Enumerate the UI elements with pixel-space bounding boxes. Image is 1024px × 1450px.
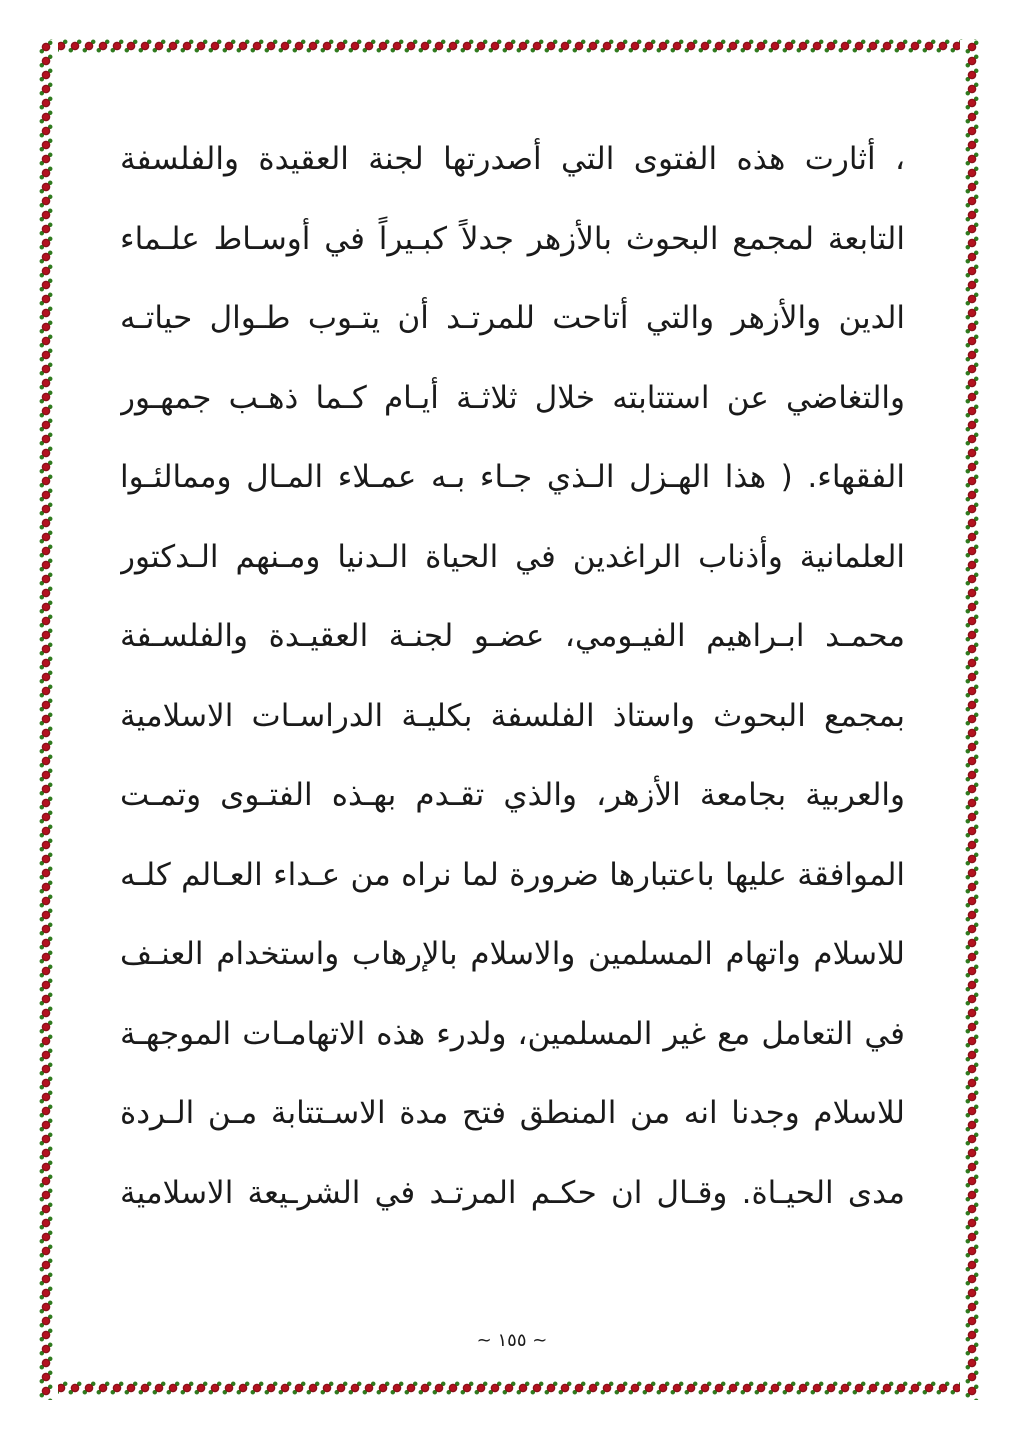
text-line: في التعامل مع غير المسلمين، ولدرء هذه الاتهامـات الموجهـة xyxy=(120,1015,905,1052)
text-line: والتغاضي عن استتابته خلال ثلاثـة أيـام كـما ذهـب جمهـور xyxy=(120,379,905,416)
text-line: الموافقة عليها باعتبارها ضرورة لما نراه من عـداء العـالم كلـه xyxy=(120,856,905,893)
text-line: العلمانية وأذناب الراغدين في الحياة الـدنيا ومـنهم الـدكتور xyxy=(120,538,905,575)
decorative-border-top xyxy=(40,34,984,58)
text-line: للاسلام وجدنا انه من المنطق فتح مدة الاسـتتابة مـن الـردة xyxy=(120,1095,905,1131)
text-line: الفقهاء. ( هذا الهـزل الـذي جـاء بـه عمـلاء المـال وممالئـوا xyxy=(120,459,905,495)
text-line: ، أثارت هذه الفتوى التي أصدرتها لجنة العقيدة والفلسفة xyxy=(120,141,905,177)
text-line: بمجمع البحوث واستاذ الفلسفة بكليـة الدراسـات الاسلامية xyxy=(120,697,905,734)
page-number: ~ ١٥٥ ~ xyxy=(476,1330,548,1351)
text-line: محمـد ابـراهيم الفيـومي، عضـو لجنـة العقيـدة والفلسـفة xyxy=(120,618,905,654)
page-body-text xyxy=(120,120,905,1233)
text-line: التابعة لمجمع البحوث بالأزهر جدلاً كبـيراً في أوسـاط علـماء xyxy=(120,220,905,257)
text-line: والعربية بجامعة الأزهر، والذي تقـدم بهـذه الفتـوى وتمـت xyxy=(120,777,905,813)
decorative-border-left xyxy=(34,40,58,1400)
text-line: للاسلام واتهام المسلمين والاسلام بالإرهاب واستخدام العنـف xyxy=(120,936,905,972)
decorative-border-bottom xyxy=(40,1376,984,1400)
decorative-border-right xyxy=(960,40,984,1400)
text-line: الدين والأزهر والتي أتاحت للمرتـد أن يتـوب طـوال حياتـه xyxy=(120,300,905,336)
text-line: مدى الحيـاة. وقـال ان حكـم المرتـد في الشرـيعة الاسلامية xyxy=(120,1174,905,1211)
